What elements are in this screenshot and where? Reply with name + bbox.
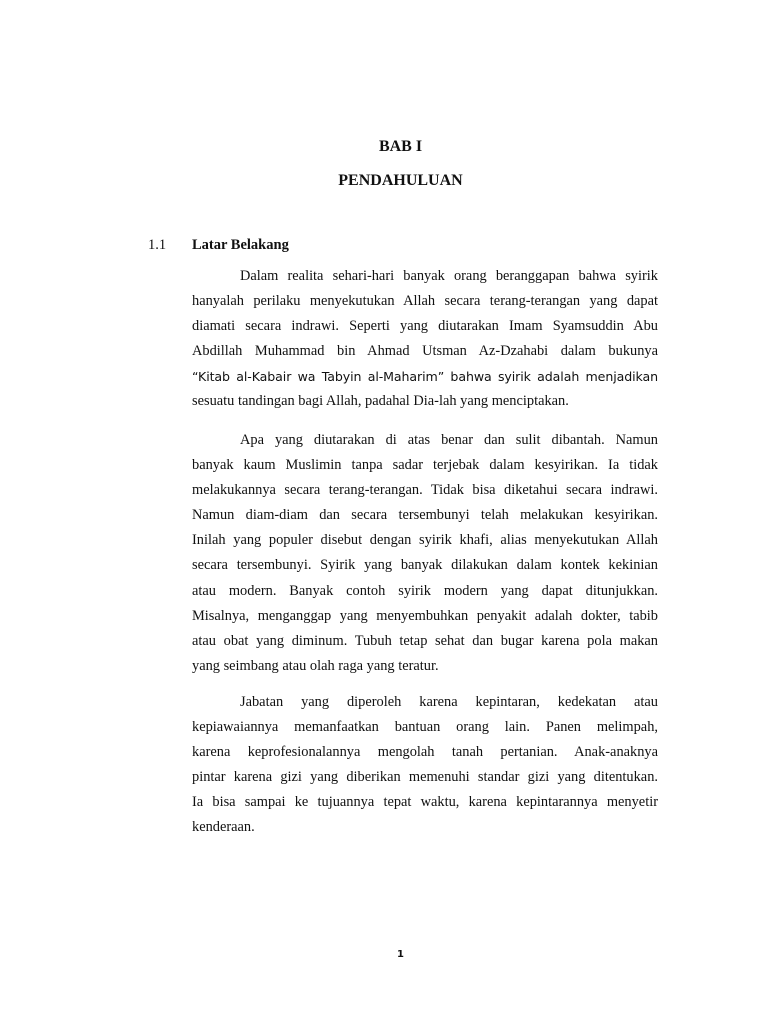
paragraph-line: Abdillah Muhammad bin Ahmad Utsman Az-Dzahabi dalam bukunya — [192, 343, 658, 360]
paragraph-line: yang seimbang atau olah raga yang teratur. — [192, 657, 439, 674]
paragraph-line: Namun diam-diam dan secara tersembunyi telah melakukan kesyirikan. — [192, 507, 658, 524]
paragraph-line: melakukannya secara terang-terangan. Tidak bisa diketahui secara indrawi. — [192, 482, 658, 499]
paragraph-line: banyak kaum Muslimin tanpa sadar terjebak dalam kesyirikan. Ia tidak — [192, 457, 658, 474]
paragraph-line: karena keprofesionalannya mengolah tanah pertanian. Anak-anaknya — [192, 744, 658, 761]
paragraph-line: Ia bisa sampai ke tujuannya tepat waktu, karena kepintarannya menyetir — [192, 794, 658, 811]
paragraph-3 — [192, 690, 658, 841]
paragraph-line: kenderaan. — [192, 819, 255, 836]
paragraph-line: atau modern. Banyak contoh syirik modern yang dapat ditunjukkan. — [192, 582, 658, 599]
paragraph-line: Apa yang diutarakan di atas benar dan sulit dibantah. Namun — [240, 432, 658, 448]
paragraph-line: hanyalah perilaku menyekutukan Allah secara terang-terangan yang dapat — [192, 293, 658, 310]
paragraph-line: sesuatu tandingan bagi Allah, padahal Dia-lah yang menciptakan. — [192, 393, 569, 410]
paragraph-line: “Kitab al-Kabair wa Tabyin al-Maharim” bahwa syirik adalah menjadikan — [192, 369, 658, 385]
chapter-title: PENDAHULUAN — [338, 172, 463, 189]
paragraph-line: secara tersembunyi. Syirik yang banyak dilakukan dalam kontek kekinian — [192, 557, 658, 574]
paragraph-line: atau obat yang diminum. Tubuh tetap sehat dan bugar karena pola makan — [192, 632, 658, 649]
page-number: 1 — [397, 949, 404, 960]
section-number: 1.1 — [148, 237, 167, 253]
paragraph-1 — [192, 264, 658, 415]
chapter-label: BAB I — [378, 138, 423, 155]
paragraph-line: Misalnya, menganggap yang menyembuhkan penyakit adalah dokter, tabib — [192, 607, 658, 624]
paragraph-line: Jabatan yang diperoleh karena kepintaran, kedekatan atau — [240, 694, 658, 710]
paragraph-line: pintar karena gizi yang diberikan memenuhi standar gizi yang ditentukan. — [192, 769, 658, 786]
paragraph-2 — [192, 428, 658, 679]
section-title: Latar Belakang — [192, 237, 289, 253]
paragraph-line: kepiawaiannya memanfaatkan bantuan orang lain. Panen melimpah, — [192, 719, 658, 736]
paragraph-line: diamati secara indrawi. Seperti yang diutarakan Imam Syamsuddin Abu — [192, 318, 658, 335]
paragraph-line: Dalam realita sehari-hari banyak orang beranggapan bahwa syirik — [240, 268, 658, 284]
paragraph-line: Inilah yang populer disebut dengan syirik khafi, alias menyekutukan Allah — [192, 532, 658, 549]
